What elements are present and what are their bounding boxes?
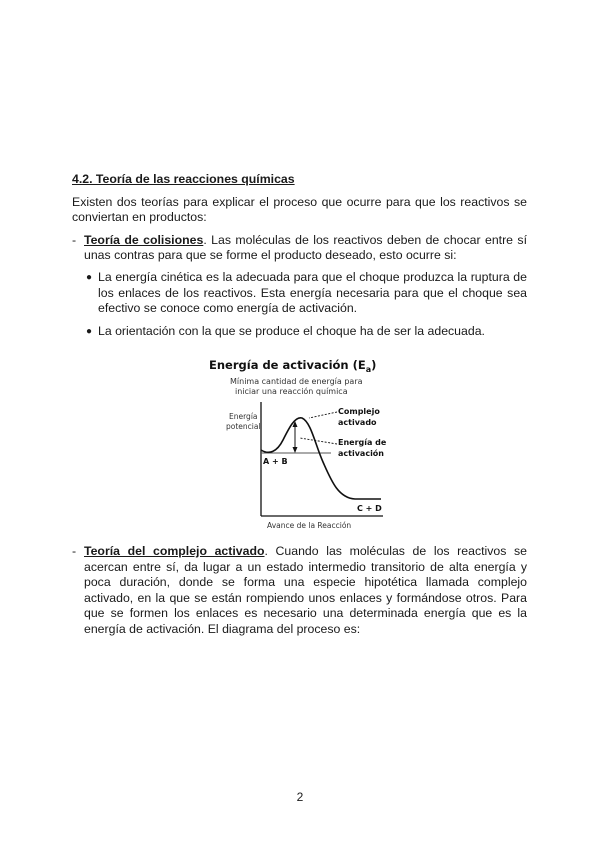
list-item: ● La energía cinética es la adecuada para que el choque produzca la ruptura de los enlaces de los reactivos. Esta energía necesaria para que el choque sea efectivo se conoce como energía de activación. bbox=[86, 269, 527, 316]
collision-theory-text: . Las moléculas de los reactivos deben de chocar entre sí unas contras para que se forme el producto deseado, esto ocurre si: bbox=[84, 232, 527, 263]
complex-label-line2: activado bbox=[338, 418, 377, 427]
activated-complex-text: . Cuando las moléculas de los reactivos se acercan entre sí, da lugar a un estado intermedio transitorio de alta energía y poca duración, donde se forma una especie hipotética llamada complejo activado, en la que se están rompiendo unos enlaces y formándose otros. Para que se formen los enlaces es necesario una determinada energía que es la energía de activación. El diagrama del proceso es: bbox=[84, 544, 527, 636]
second-content bbox=[72, 544, 527, 644]
conditions-list bbox=[72, 270, 527, 339]
arrow-head-down bbox=[293, 447, 298, 453]
products-label: C + D bbox=[357, 504, 382, 513]
energy-pointer-line bbox=[300, 438, 337, 444]
bullet-icon: ● bbox=[86, 271, 93, 283]
page-number: 2 bbox=[296, 790, 304, 804]
activated-complex-theory bbox=[72, 544, 527, 638]
section-heading: 4.2. Teoría de las reacciones químicas bbox=[72, 172, 295, 186]
complex-pointer-line bbox=[309, 412, 337, 418]
reactants-label: A + B bbox=[263, 457, 288, 466]
diagram-title: Energía de activación $(E_a)$ bbox=[209, 358, 377, 374]
collision-theory-title: Teoría de colisiones bbox=[84, 232, 204, 247]
intro-paragraph: Existen dos teorías para explicar el proceso que ocurre para que los reactivos se conviertan en productos: bbox=[72, 194, 527, 225]
y-axis-label-line2: potencial bbox=[226, 422, 261, 431]
diagram-svg bbox=[203, 352, 399, 532]
collision-theory bbox=[72, 233, 527, 264]
list-dash: - bbox=[72, 232, 77, 247]
activation-energy-diagram bbox=[203, 352, 399, 532]
list-item: ● La orientación con la que se produce el choque ha de ser la adecuada. bbox=[86, 323, 485, 338]
list-dash: - bbox=[72, 544, 77, 558]
complex-label-line1: Complejo bbox=[338, 407, 380, 416]
energy-label-line2: activación bbox=[338, 449, 384, 458]
diagram-subtitle-line1: Mínima cantidad de energía para bbox=[230, 377, 363, 386]
diagram-subtitle-line2: iniciar una reacción química bbox=[235, 387, 348, 396]
page-content bbox=[72, 172, 527, 346]
x-axis-label: Avance de la Reacción bbox=[267, 521, 352, 530]
activated-complex-title: Teoría del complejo activado bbox=[84, 544, 265, 558]
bullet-icon: ● bbox=[86, 325, 93, 337]
energy-label-line1: Energía de bbox=[338, 438, 387, 447]
y-axis-label-line1: Energía bbox=[229, 412, 258, 421]
